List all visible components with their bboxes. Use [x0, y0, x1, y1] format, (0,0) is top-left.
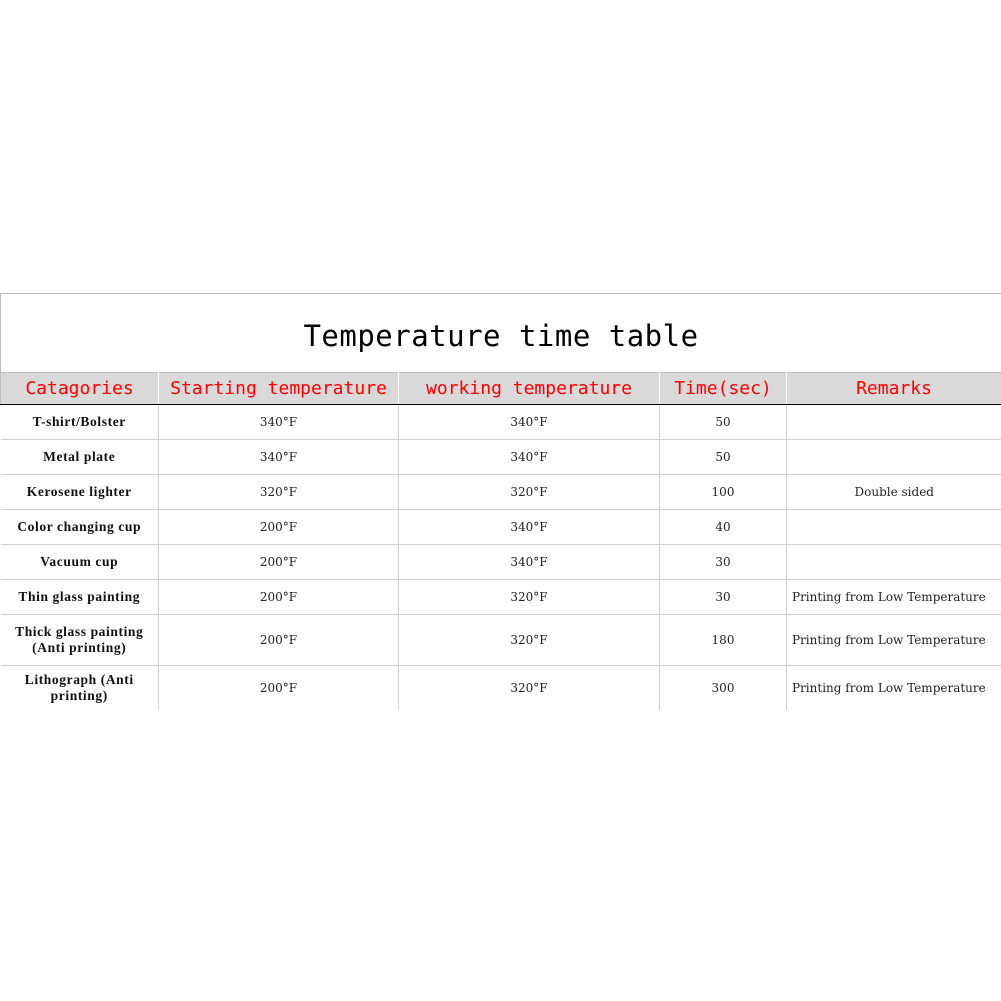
work-temp-cell: 320°F [399, 475, 660, 510]
temperature-time-table [0, 372, 1001, 710]
category-cell: Vacuum cup [1, 545, 159, 580]
header-time: Time(sec) [660, 373, 787, 405]
category-cell: Kerosene lighter [1, 475, 159, 510]
remarks-cell [787, 405, 1001, 440]
header-row [1, 373, 1001, 405]
category-cell: Thick glass painting (Anti printing) [1, 615, 159, 666]
work-temp-cell: 340°F [399, 440, 660, 475]
start-temp-cell: 340°F [159, 405, 399, 440]
time-cell: 50 [660, 405, 787, 440]
start-temp-cell: 200°F [159, 510, 399, 545]
table-row [1, 440, 1001, 475]
start-temp-cell: 200°F [159, 666, 399, 711]
work-temp-cell: 320°F [399, 666, 660, 711]
work-temp-cell: 340°F [399, 405, 660, 440]
time-cell: 180 [660, 615, 787, 666]
remarks-cell: Printing from Low Temperature [792, 681, 986, 695]
remarks-cell: Double sided [787, 475, 1001, 510]
work-temp-cell: 320°F [399, 580, 660, 615]
table-row [1, 666, 1001, 711]
category-cell: Color changing cup [1, 510, 159, 545]
table-row [1, 615, 1001, 666]
category-cell: Lithograph (Anti printing) [1, 666, 159, 711]
table-row [1, 545, 1001, 580]
table-row [1, 580, 1001, 615]
time-cell: 50 [660, 440, 787, 475]
work-temp-cell: 320°F [399, 615, 660, 666]
work-temp-cell: 340°F [399, 545, 660, 580]
category-cell: T-shirt/Bolster [1, 405, 159, 440]
start-temp-cell: 340°F [159, 440, 399, 475]
time-cell: 40 [660, 510, 787, 545]
time-cell: 300 [660, 666, 787, 711]
remarks-cell: Printing from Low Temperature [787, 580, 1001, 615]
time-cell: 30 [660, 580, 787, 615]
header-working-temperature: working temperature [399, 373, 660, 405]
table-title: Temperature time table [303, 319, 699, 353]
category-cell: Thin glass painting [1, 580, 159, 615]
start-temp-cell: 200°F [159, 545, 399, 580]
header-starting-temperature: Starting temperature [159, 373, 399, 405]
time-cell: 100 [660, 475, 787, 510]
table-row [1, 475, 1001, 510]
remarks-cell [787, 440, 1001, 475]
start-temp-cell: 200°F [159, 580, 399, 615]
category-cell: Metal plate [1, 440, 159, 475]
remarks-cell [787, 510, 1001, 545]
table-title-row [0, 293, 1001, 372]
remarks-cell [787, 545, 1001, 580]
header-remarks: Remarks [787, 373, 1001, 405]
header-categories: Catagories [1, 373, 159, 405]
work-temp-cell: 340°F [399, 510, 660, 545]
table-row [1, 510, 1001, 545]
table-row [1, 405, 1001, 440]
start-temp-cell: 320°F [159, 475, 399, 510]
remarks-cell: Printing from Low Temperature [787, 615, 1001, 666]
start-temp-cell: 200°F [159, 615, 399, 666]
temperature-table-sheet [0, 293, 1001, 710]
time-cell: 30 [660, 545, 787, 580]
